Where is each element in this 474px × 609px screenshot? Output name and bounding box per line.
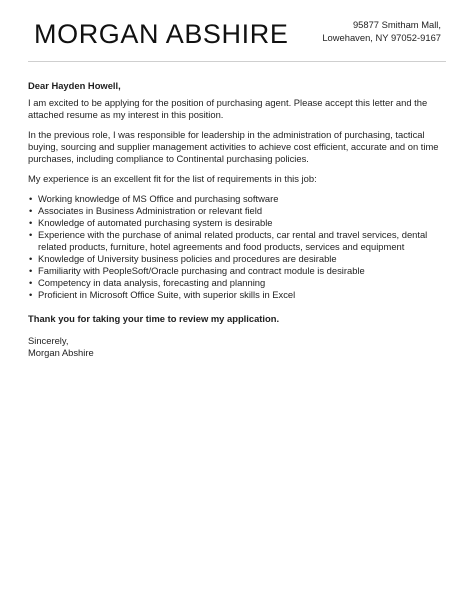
address-line-1: 95877 Smitham Mall, xyxy=(352,19,441,30)
thanks-line: Thank you for taking your time to review my application. xyxy=(28,313,280,324)
list-item: • Experience with the purchase of animal related products, car rental and travel services, dental related products, furniture, hotel agreements and food products, services and equipment xyxy=(28,229,448,253)
requirements-list xyxy=(28,193,448,301)
list-item: • Associates in Business Administration or relevant field xyxy=(28,205,448,217)
list-item: • Working knowledge of MS Office and purchasing software xyxy=(28,193,448,205)
list-item: • Knowledge of University business policies and procedures are desirable xyxy=(28,253,448,265)
sender-address xyxy=(322,18,441,44)
requirements-intro: My experience is an excellent fit for the list of requirements in this job: xyxy=(28,173,317,184)
list-item: • Familiarity with PeopleSoft/Oracle purchasing and contract module is desirable xyxy=(28,265,448,277)
closing-salutation: Sincerely, xyxy=(28,335,69,346)
intro-paragraph: I am excited to be applying for the position of purchasing agent. Please accept this letter and the attached resume as my interest in this position. xyxy=(28,97,428,120)
header-divider xyxy=(28,61,446,62)
list-item: • Knowledge of automated purchasing system is desirable xyxy=(28,217,448,229)
list-item: • Proficient in Microsoft Office Suite, with superior skills in Excel xyxy=(28,289,448,301)
list-item: • Competency in data analysis, forecasting and planning xyxy=(28,277,448,289)
signer-name: Morgan Abshire xyxy=(28,347,94,358)
applicant-name-heading: MORGAN ABSHIRE xyxy=(34,19,289,49)
address-line-2: Lowehaven, NY 97052-9167 xyxy=(322,32,441,43)
greeting: Dear Hayden Howell, xyxy=(28,80,121,91)
experience-paragraph: In the previous role, I was responsible for leadership in the administration of purchasing, tactical buying, sourcing and supplier management activities to achieve cost efficient, accurate and on time purchases, including compliance to Continental purchasing policies. xyxy=(28,129,439,164)
letter-body xyxy=(28,80,448,359)
